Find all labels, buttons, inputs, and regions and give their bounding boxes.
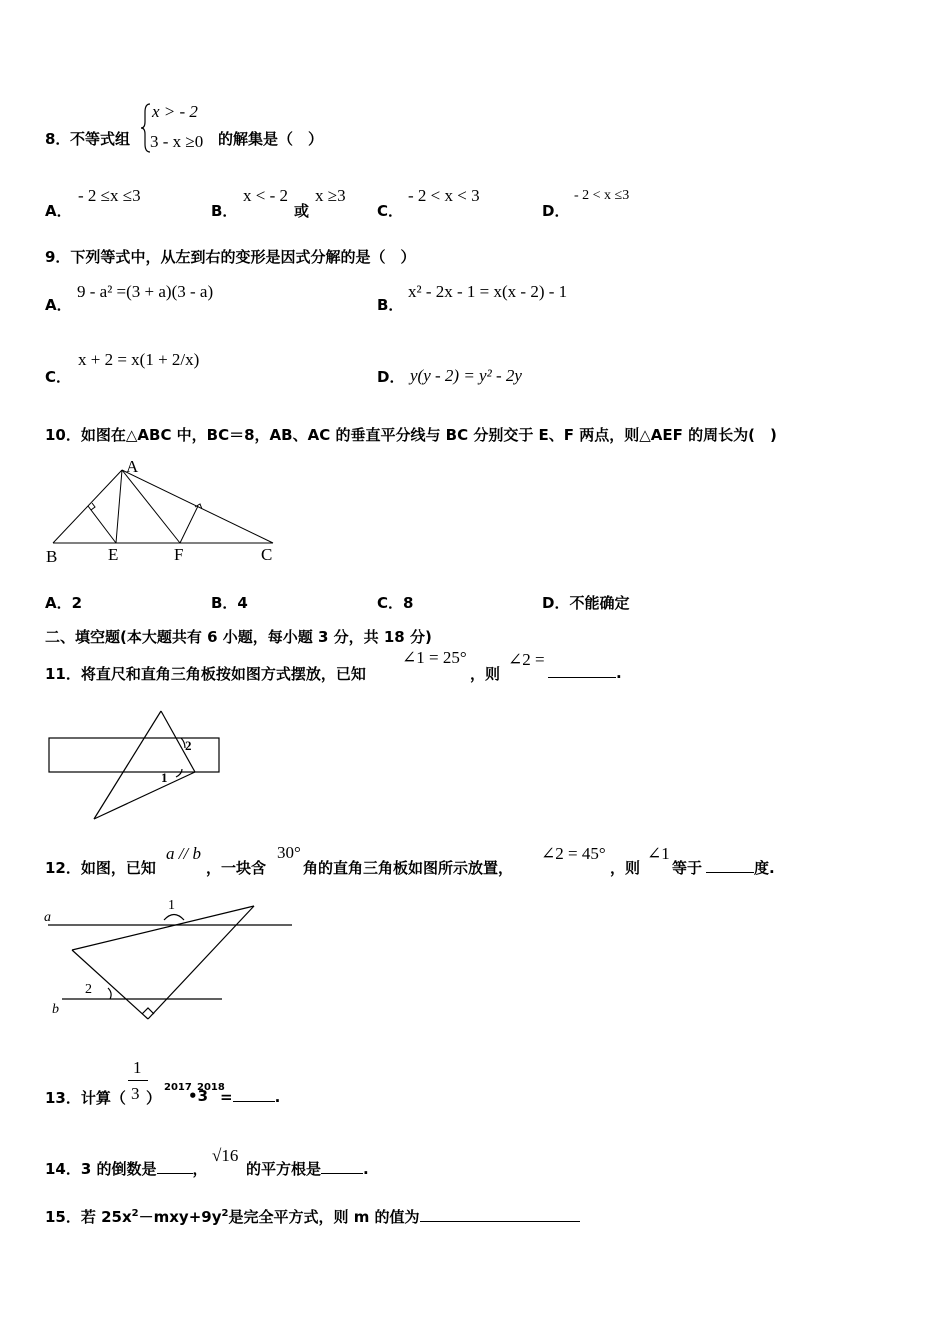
q10-label-a: A	[126, 457, 139, 476]
q10-triangle-figure	[40, 450, 290, 570]
q13-frac-numerator: 1	[133, 1058, 142, 1077]
q12-fig-label-b: b	[52, 1002, 59, 1017]
q8-option-c-math: - 2 < x < 3	[408, 186, 480, 205]
q12-stem-part5: 等于	[672, 859, 703, 877]
q13-end: .	[274, 1088, 281, 1106]
q15-stem-part3: 是完全平方式，则 m 的值为	[228, 1208, 420, 1226]
q8-option-b-or: 或	[294, 202, 310, 220]
q13-frac-denominator: 3	[131, 1084, 140, 1103]
q14-end: .	[363, 1160, 369, 1178]
q10-option-a: A．2	[45, 594, 83, 612]
q12-stem-part4: ，则	[610, 859, 641, 877]
q12-angle1: ∠1	[647, 844, 670, 863]
q8-system-line1: x > - 2	[152, 102, 198, 121]
q14-comma: ，	[192, 1160, 208, 1178]
q13-exponent1: 2017	[164, 1082, 192, 1093]
q13-eq: =	[220, 1088, 233, 1106]
q9-option-b-math: x² - 2x - 1 = x(x - 2) - 1	[408, 282, 568, 301]
q9-option-a-label: A．	[45, 296, 72, 314]
q9-option-c-label: C．	[45, 368, 72, 386]
q12-stem-part1: 12．如图，已知	[45, 859, 156, 877]
q10-option-b: B．4	[211, 594, 248, 612]
q11-end: .	[616, 664, 622, 682]
section-2-heading: 二、填空题(本大题共有 6 小题，每小题 3 分，共 18 分)	[45, 628, 432, 646]
q8-option-b-math1: x < - 2	[243, 186, 288, 205]
q8-option-a-label: A．	[45, 202, 72, 220]
q12-fig-label-a: a	[44, 910, 51, 925]
q15-stem	[45, 1206, 580, 1227]
q13-paren-close: ）	[146, 1089, 162, 1107]
q8-stem-end: 的解集是（ ）	[218, 130, 324, 148]
q13-answer-blank[interactable]	[233, 1087, 275, 1102]
q8-option-b-math2: x ≥3	[315, 186, 346, 205]
q8-stem: 不等式组	[70, 130, 131, 148]
q13-fraction-bar	[128, 1080, 148, 1081]
q9-option-d-math: y(y - 2) = y² - 2y	[410, 366, 522, 385]
q11-angle2: ∠2 =	[508, 650, 545, 669]
q8-option-d-math: - 2 < x ≤3	[574, 188, 630, 203]
q8-option-b-label: B．	[211, 202, 238, 220]
q15-sup1: 2	[131, 1208, 139, 1219]
q14-stem-part1: 14．3 的倒数是	[45, 1160, 157, 1178]
q11-stem-part2: ，则	[470, 665, 501, 683]
q8-option-a-math: - 2 ≤x ≤3	[78, 186, 141, 205]
q8-option-c-label: C．	[377, 202, 404, 220]
q9-option-c-math: x + 2 = x(1 + 2/x)	[78, 350, 200, 369]
q12-fig-label-2: 2	[85, 982, 92, 997]
q10-label-e: E	[108, 545, 119, 564]
q15-stem-part1: 15．若 25x	[45, 1208, 132, 1226]
q14-answer-blank-1[interactable]	[157, 1159, 193, 1174]
q8-system-line2: 3 - x ≥0	[150, 132, 204, 151]
q10-label-b: B	[46, 547, 58, 566]
q10-label-c: C	[261, 545, 273, 564]
q12-parallel-lines-figure	[40, 893, 300, 1028]
q9-option-b-label: B．	[377, 296, 404, 314]
q10-stem: 10．如图在△ABC 中，BC＝8，AB、AC 的垂直平分线与 BC 分别交于 E、F 两点，则△AEF 的周长为( )	[45, 426, 777, 444]
q10-option-c: C．8	[377, 594, 414, 612]
q8-number: 8．	[45, 130, 71, 148]
q8-option-d-label: D．	[542, 202, 570, 220]
q12-stem-part2: ，一块含	[206, 859, 267, 877]
q12-stem-part3: 角的直角三角板如图所示放置，	[303, 859, 514, 877]
q9-stem: 9．下列等式中，从左到右的变形是因式分解的是（ ）	[45, 248, 416, 266]
q9-option-d-label: D．	[377, 368, 405, 386]
q12-deg30: 30°	[277, 843, 301, 862]
q13-stem: 13．计算（	[45, 1089, 126, 1107]
q14-stem-part2: 的平方根是	[246, 1160, 322, 1178]
q11-fig-label-2: 2	[185, 738, 192, 753]
q11-stem-part1: 11．将直尺和直角三角板按如图方式摆放，已知	[45, 665, 366, 683]
q12-parallel: a // b	[166, 844, 201, 863]
q12-end: 度.	[754, 859, 775, 877]
q15-stem-part2: －mxy+9y	[138, 1208, 222, 1226]
q12-angle2: ∠2 = 45°	[541, 844, 606, 863]
q14-answer-blank-2[interactable]	[321, 1159, 363, 1174]
q13-exponent2: 2018	[197, 1082, 225, 1093]
q10-option-d: D．不能确定	[542, 594, 630, 612]
q15-answer-blank[interactable]	[420, 1207, 580, 1222]
q13-mid: •3	[188, 1087, 209, 1105]
q11-answer-blank[interactable]	[548, 663, 616, 678]
q11-fig-label-1: 1	[161, 770, 168, 785]
q11-angle1: ∠1 = 25°	[402, 648, 467, 667]
q11-ruler-triangle-figure	[45, 705, 225, 825]
q15-sup2: 2	[221, 1208, 229, 1219]
q9-option-a-math: 9 - a² =(3 + a)(3 - a)	[77, 282, 214, 301]
q12-fig-label-1: 1	[168, 898, 175, 913]
q12-answer-blank[interactable]	[706, 858, 754, 873]
q10-label-f: F	[174, 545, 184, 564]
q14-sqrt16: √16	[212, 1146, 239, 1165]
